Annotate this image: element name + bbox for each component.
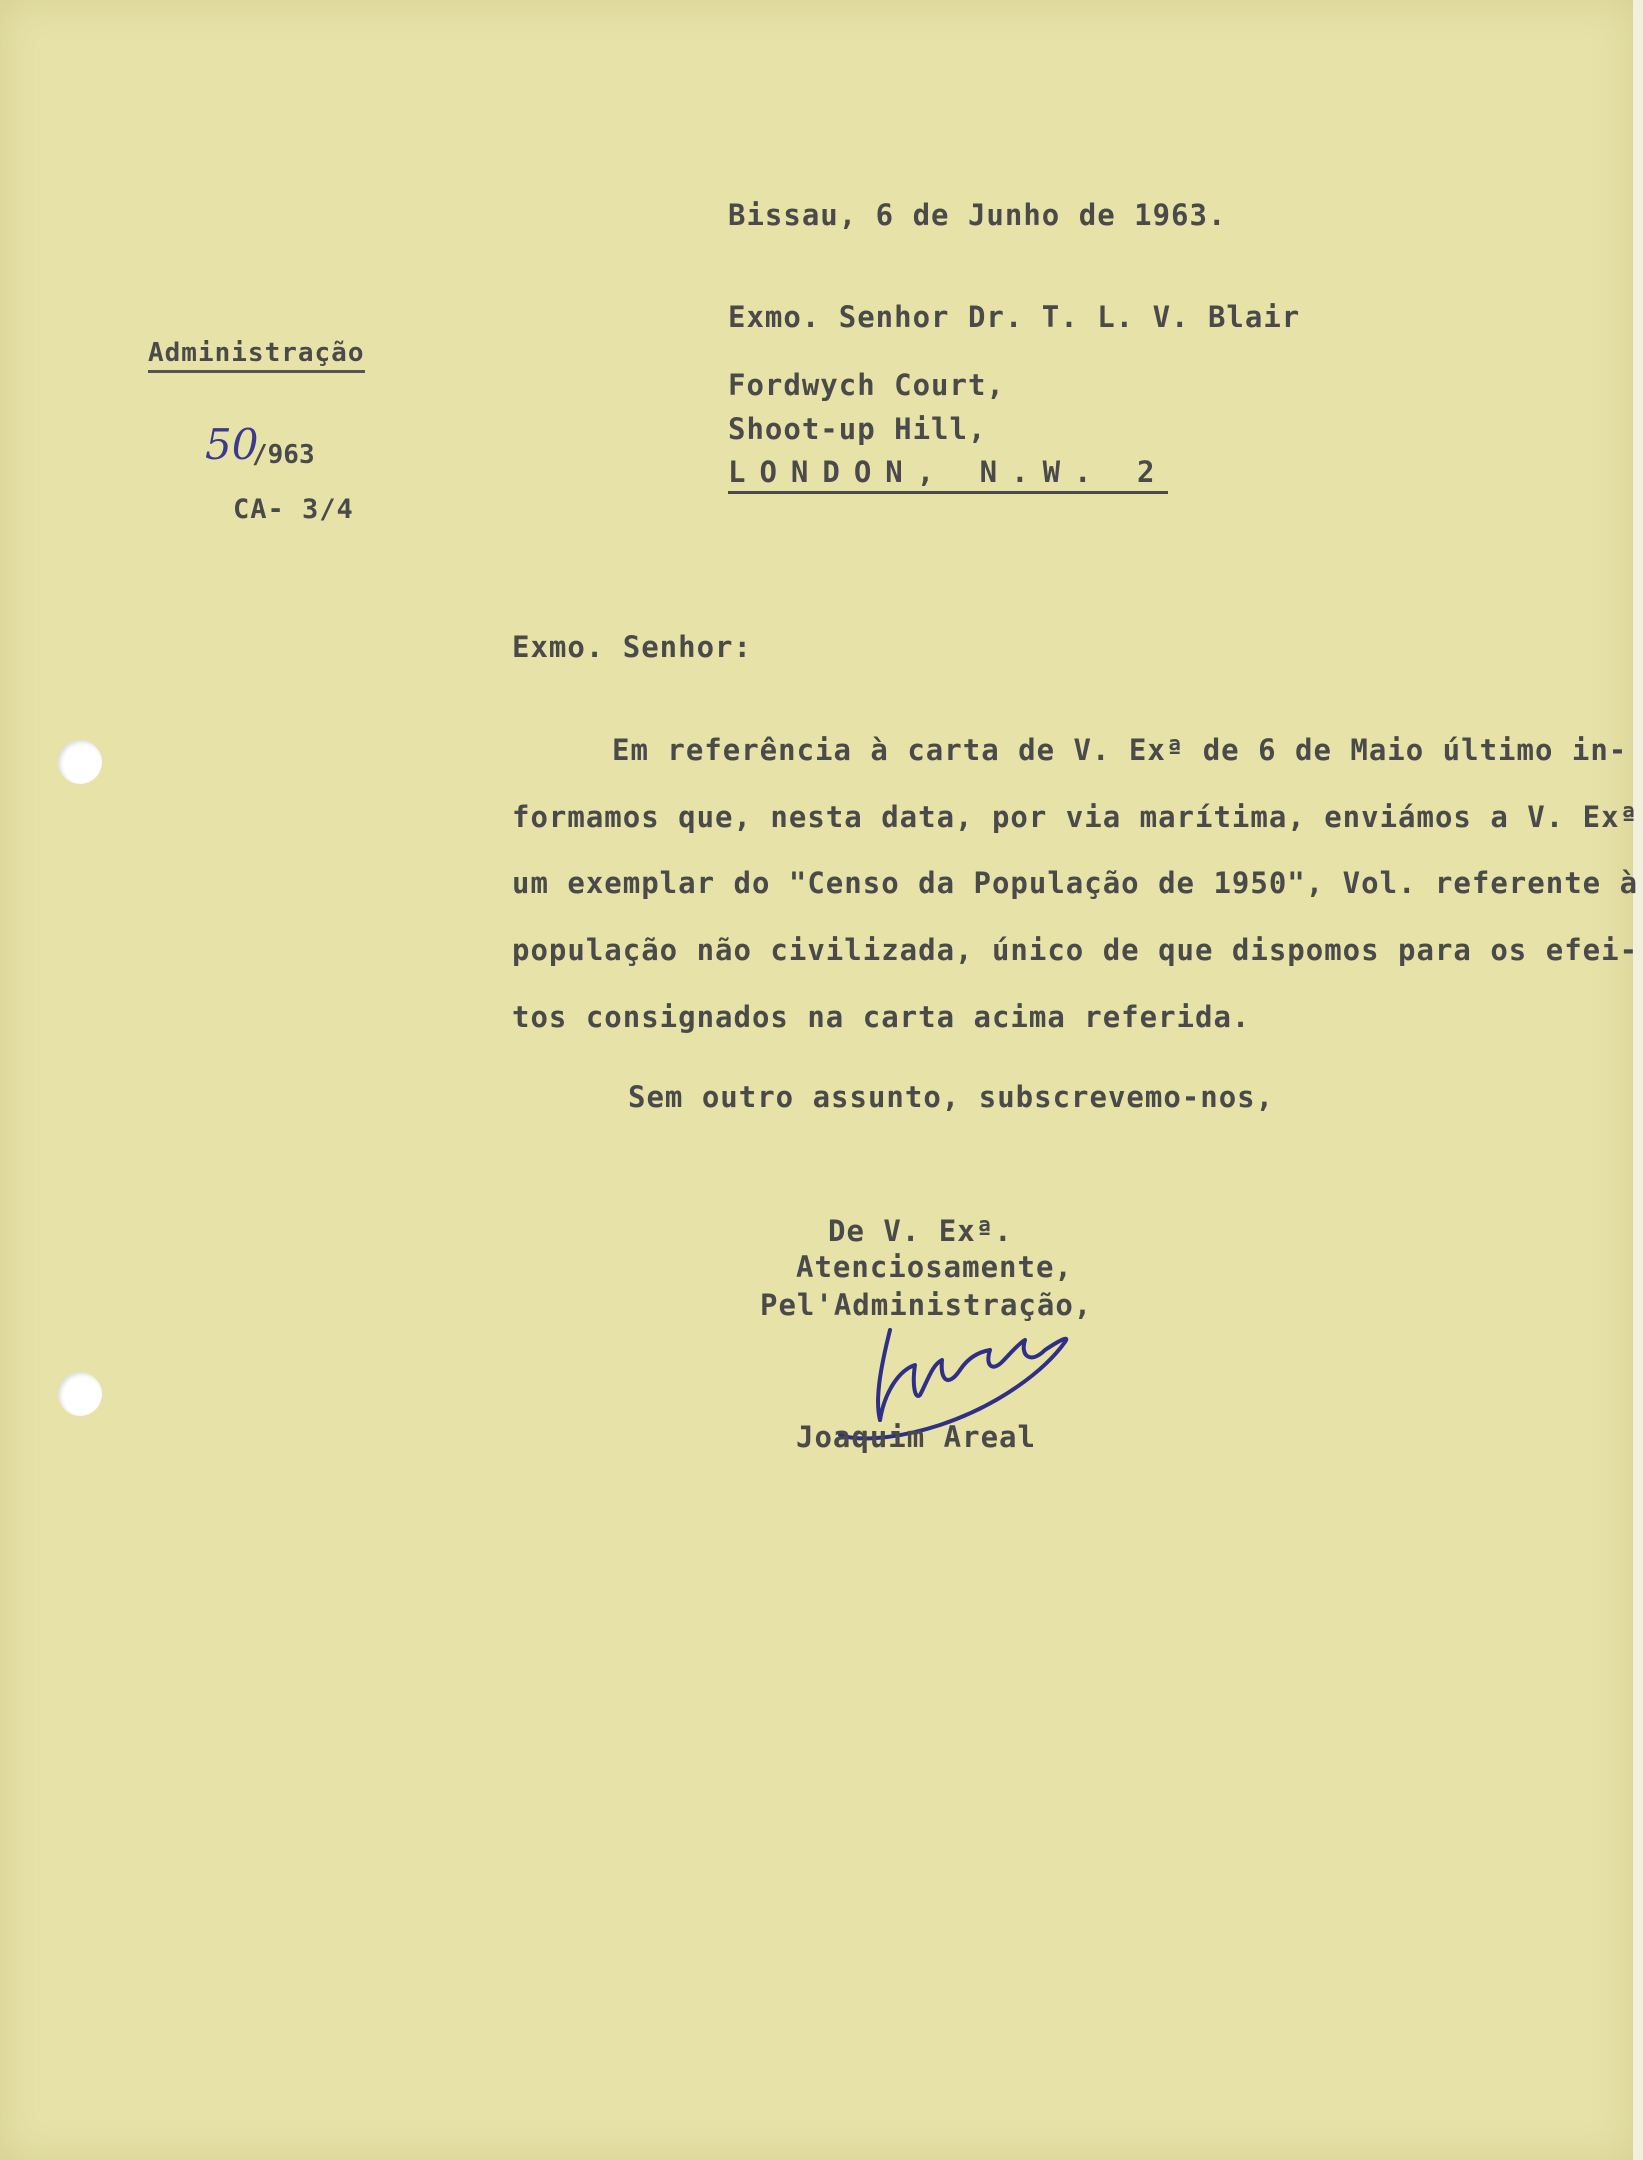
body-line: um exemplar do "Censo da População de 1950", Vol. referente à: [512, 866, 1639, 900]
signoff-line-1: De V. Exª.: [828, 1214, 1013, 1248]
punch-hole: [58, 1372, 102, 1416]
signoff-line-2: Atenciosamente,: [796, 1250, 1073, 1284]
addressee-address-line-3: LONDON, N.W. 2: [728, 455, 1168, 494]
closing-line: Sem outro assunto, subscrevemo-nos,: [628, 1080, 1275, 1114]
date-line: Bissau, 6 de Junho de 1963.: [728, 198, 1227, 232]
body-line: tos consignados na carta acima referida.: [512, 1000, 1251, 1034]
handwritten-reference-number: 50: [205, 420, 259, 469]
reference-code: CA- 3/4: [233, 494, 354, 525]
body-line: Em referência à carta de V. Exª de 6 de Maio último in-: [612, 733, 1628, 767]
reference-year: /963: [252, 440, 315, 470]
signoff-line-3: Pel'Administração,: [760, 1288, 1093, 1322]
addressee-address-line-2: Shoot-up Hill,: [728, 412, 987, 446]
salutation: Exmo. Senhor:: [512, 630, 752, 664]
body-line: formamos que, nesta data, por via marítima, enviámos a V. Exª: [512, 800, 1639, 834]
punch-hole: [58, 740, 102, 784]
addressee-address-line-1: Fordwych Court,: [728, 368, 1005, 402]
addressee-name: Exmo. Senhor Dr. T. L. V. Blair: [728, 300, 1301, 334]
sender-department: Administração: [148, 338, 365, 373]
body-line: população não civilizada, único de que dispomos para os efei-: [512, 933, 1639, 967]
paper-edge: [1633, 0, 1643, 2160]
signer-name: Joaquim Areal: [796, 1420, 1036, 1454]
